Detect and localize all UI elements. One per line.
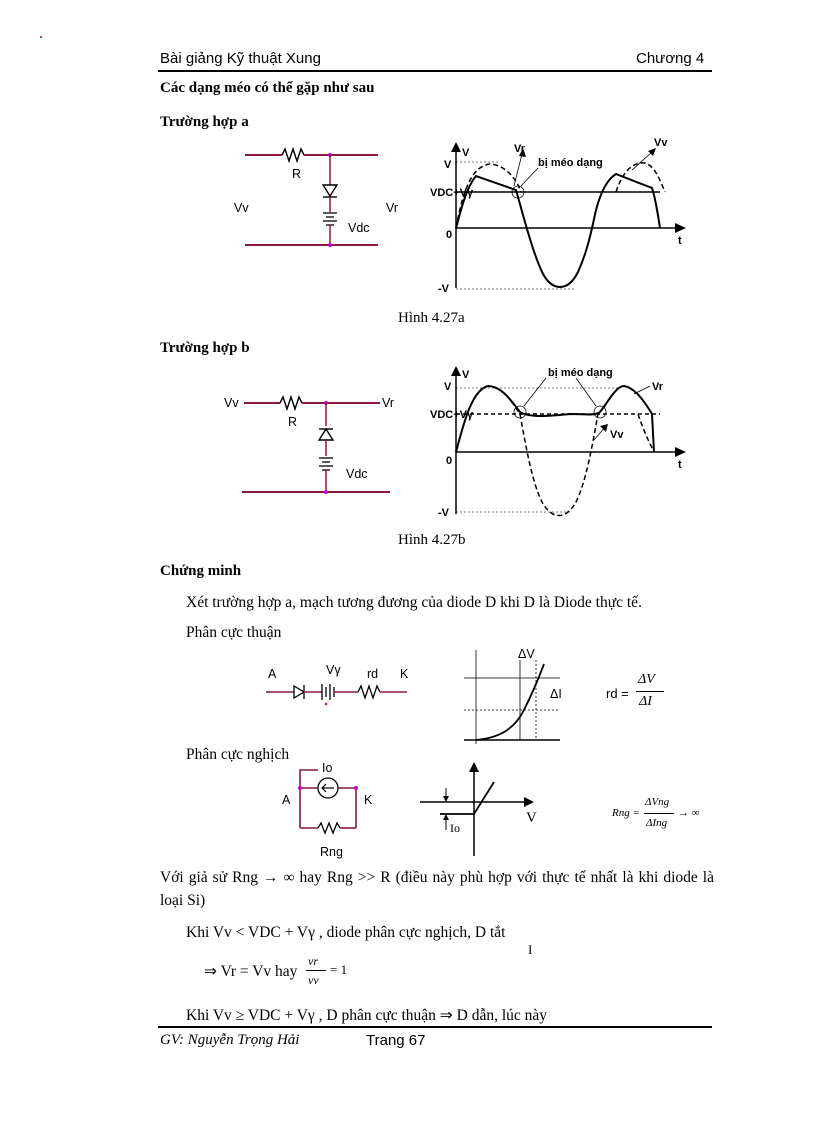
- diode-icon: [319, 429, 333, 440]
- case-b-vdc-label: Vdc: [346, 467, 368, 481]
- forward-rd-label: rd: [367, 667, 379, 681]
- case-a-circuit: [220, 140, 399, 250]
- reverse-characteristic: [420, 762, 550, 858]
- case-b-v-axis-label: V: [462, 369, 470, 381]
- reverse-iv-curve: [440, 782, 494, 814]
- case-b-zero-label: 0: [446, 455, 453, 467]
- paragraph-forward-case: Khi Vv ≥ VDC + Vγ , D phân cực thuận ⇒ D dẫn, lúc này: [186, 1007, 548, 1024]
- forward-vy-label: Vγ: [326, 663, 341, 677]
- case-b-waveform: [420, 362, 690, 522]
- ratio-fraction: [306, 954, 366, 994]
- reverse-circuit: [276, 760, 386, 860]
- resistor-icon: [358, 686, 380, 698]
- reverse-io-graph-label: Io: [450, 821, 460, 835]
- header-chapter: Chương 4: [636, 50, 705, 67]
- rng-formula: [612, 796, 712, 840]
- case-b-vdc-vy-label: VDC+Vγ: [430, 409, 474, 421]
- rd-formula-lhs: rd =: [606, 686, 629, 701]
- case-b-neg-v-label: -V: [438, 507, 449, 519]
- reverse-label: Phân cực nghịch: [186, 746, 290, 763]
- case-a-vv-label: Vv: [234, 201, 249, 215]
- rd-formula-num: ΔV: [638, 672, 655, 687]
- rng-formula-rhs: → ∞: [678, 807, 700, 819]
- case-a-vr-curve: [456, 174, 660, 287]
- case-a-r-label: R: [292, 167, 302, 181]
- resistor-icon: [318, 823, 340, 833]
- case-b-vr-label: Vr: [382, 396, 395, 410]
- ratio-num: vr: [308, 954, 318, 968]
- corner-mark: [40, 36, 42, 38]
- paragraph-reverse-case: Khi Vv < VDC + Vγ , diode phân cực nghịch, D tắt: [186, 924, 506, 941]
- case-a-neg-v-label: -V: [438, 283, 449, 295]
- battery-icon: [323, 213, 337, 225]
- case-b-v-label: V: [444, 381, 452, 393]
- header-title: Bài giảng Kỹ thuật Xung: [160, 50, 321, 67]
- diode-icon: [294, 686, 304, 698]
- battery-icon: [322, 684, 334, 700]
- reverse-io-label: Io: [322, 761, 333, 775]
- stray-mark: I: [528, 942, 533, 957]
- case-b-caption: Hình 4.27b: [398, 532, 466, 548]
- forward-di-label: ΔI: [550, 687, 562, 701]
- rng-formula-den: ΔIng: [646, 817, 668, 829]
- forward-dv-label: ΔV: [518, 647, 535, 661]
- ratio-rhs: = 1: [330, 962, 348, 977]
- case-a-vdc-vy-label: VDC+Vγ: [430, 187, 474, 199]
- case-a-vdc-label: Vdc: [348, 221, 370, 235]
- case-a-vv-mark: Vv: [654, 137, 668, 149]
- reverse-a-label: A: [282, 793, 291, 807]
- forward-k-label: K: [400, 667, 409, 681]
- resistor-icon: [282, 149, 304, 161]
- forward-circuit: [262, 660, 422, 710]
- case-a-zero-label: 0: [446, 229, 453, 241]
- forward-a-label: A: [268, 667, 277, 681]
- ratio-den: vv: [308, 973, 319, 987]
- footer-rule: [158, 1026, 712, 1028]
- case-a-vr-label: Vr: [386, 201, 399, 215]
- case-a-waveform: [420, 137, 690, 300]
- footer-page: Trang 67: [366, 1032, 426, 1049]
- case-a-distort-label: bị méo dạng: [538, 157, 603, 169]
- case-b-circuit: [220, 388, 400, 498]
- case-a-vr-mark: Vr: [514, 143, 526, 155]
- case-b-vv-label: Vv: [224, 396, 239, 410]
- case-b-r-label: R: [288, 415, 298, 429]
- paragraph-assumption: Với giả sử Rng → ∞ hay Rng >> R (điều này phù hợp với thực tế nhất là khi diode là loại Si): [160, 869, 714, 909]
- case-a-v-axis-label: V: [462, 147, 470, 159]
- forward-iv-curve: [476, 664, 544, 740]
- forward-label: Phân cực thuận: [186, 624, 282, 641]
- footer-author: GV: Nguyễn Trọng Hải: [160, 1032, 300, 1048]
- reverse-v-label: V: [526, 810, 537, 826]
- rng-formula-num: ΔVng: [645, 796, 670, 808]
- intro-heading: Các dạng méo có thể gặp như sau: [160, 80, 375, 96]
- case-a-v-label: V: [444, 159, 452, 171]
- case-b-heading: Trường hợp b: [160, 340, 250, 356]
- rd-formula: [606, 672, 676, 728]
- header-rule: [158, 70, 712, 72]
- case-b-vr-curve: [456, 386, 654, 452]
- rng-formula-lhs: Rng =: [612, 807, 640, 819]
- reverse-rng-label: Rng: [320, 845, 343, 859]
- case-a-t-label: t: [678, 235, 682, 247]
- proof-line1: Xét trường hợp a, mạch tương đương của diode D khi D là Diode thực tế.: [186, 594, 642, 611]
- case-b-distort-label: bị méo dạng: [548, 367, 613, 379]
- case-b-vr-mark: Vr: [652, 381, 664, 393]
- implication-line: ⇒ Vr = Vv hay: [204, 963, 298, 980]
- proof-heading: Chứng minh: [160, 563, 242, 579]
- case-b-vv-mark: Vv: [610, 429, 624, 441]
- rd-formula-den: ΔI: [639, 694, 652, 709]
- case-a-caption: Hình 4.27a: [398, 310, 465, 326]
- resistor-icon: [280, 397, 302, 409]
- battery-icon: [319, 458, 333, 470]
- diode-icon: [323, 185, 337, 196]
- forward-characteristic: [458, 640, 568, 746]
- reverse-k-label: K: [364, 793, 373, 807]
- case-a-heading: Trường hợp a: [160, 114, 249, 130]
- case-b-t-label: t: [678, 459, 682, 471]
